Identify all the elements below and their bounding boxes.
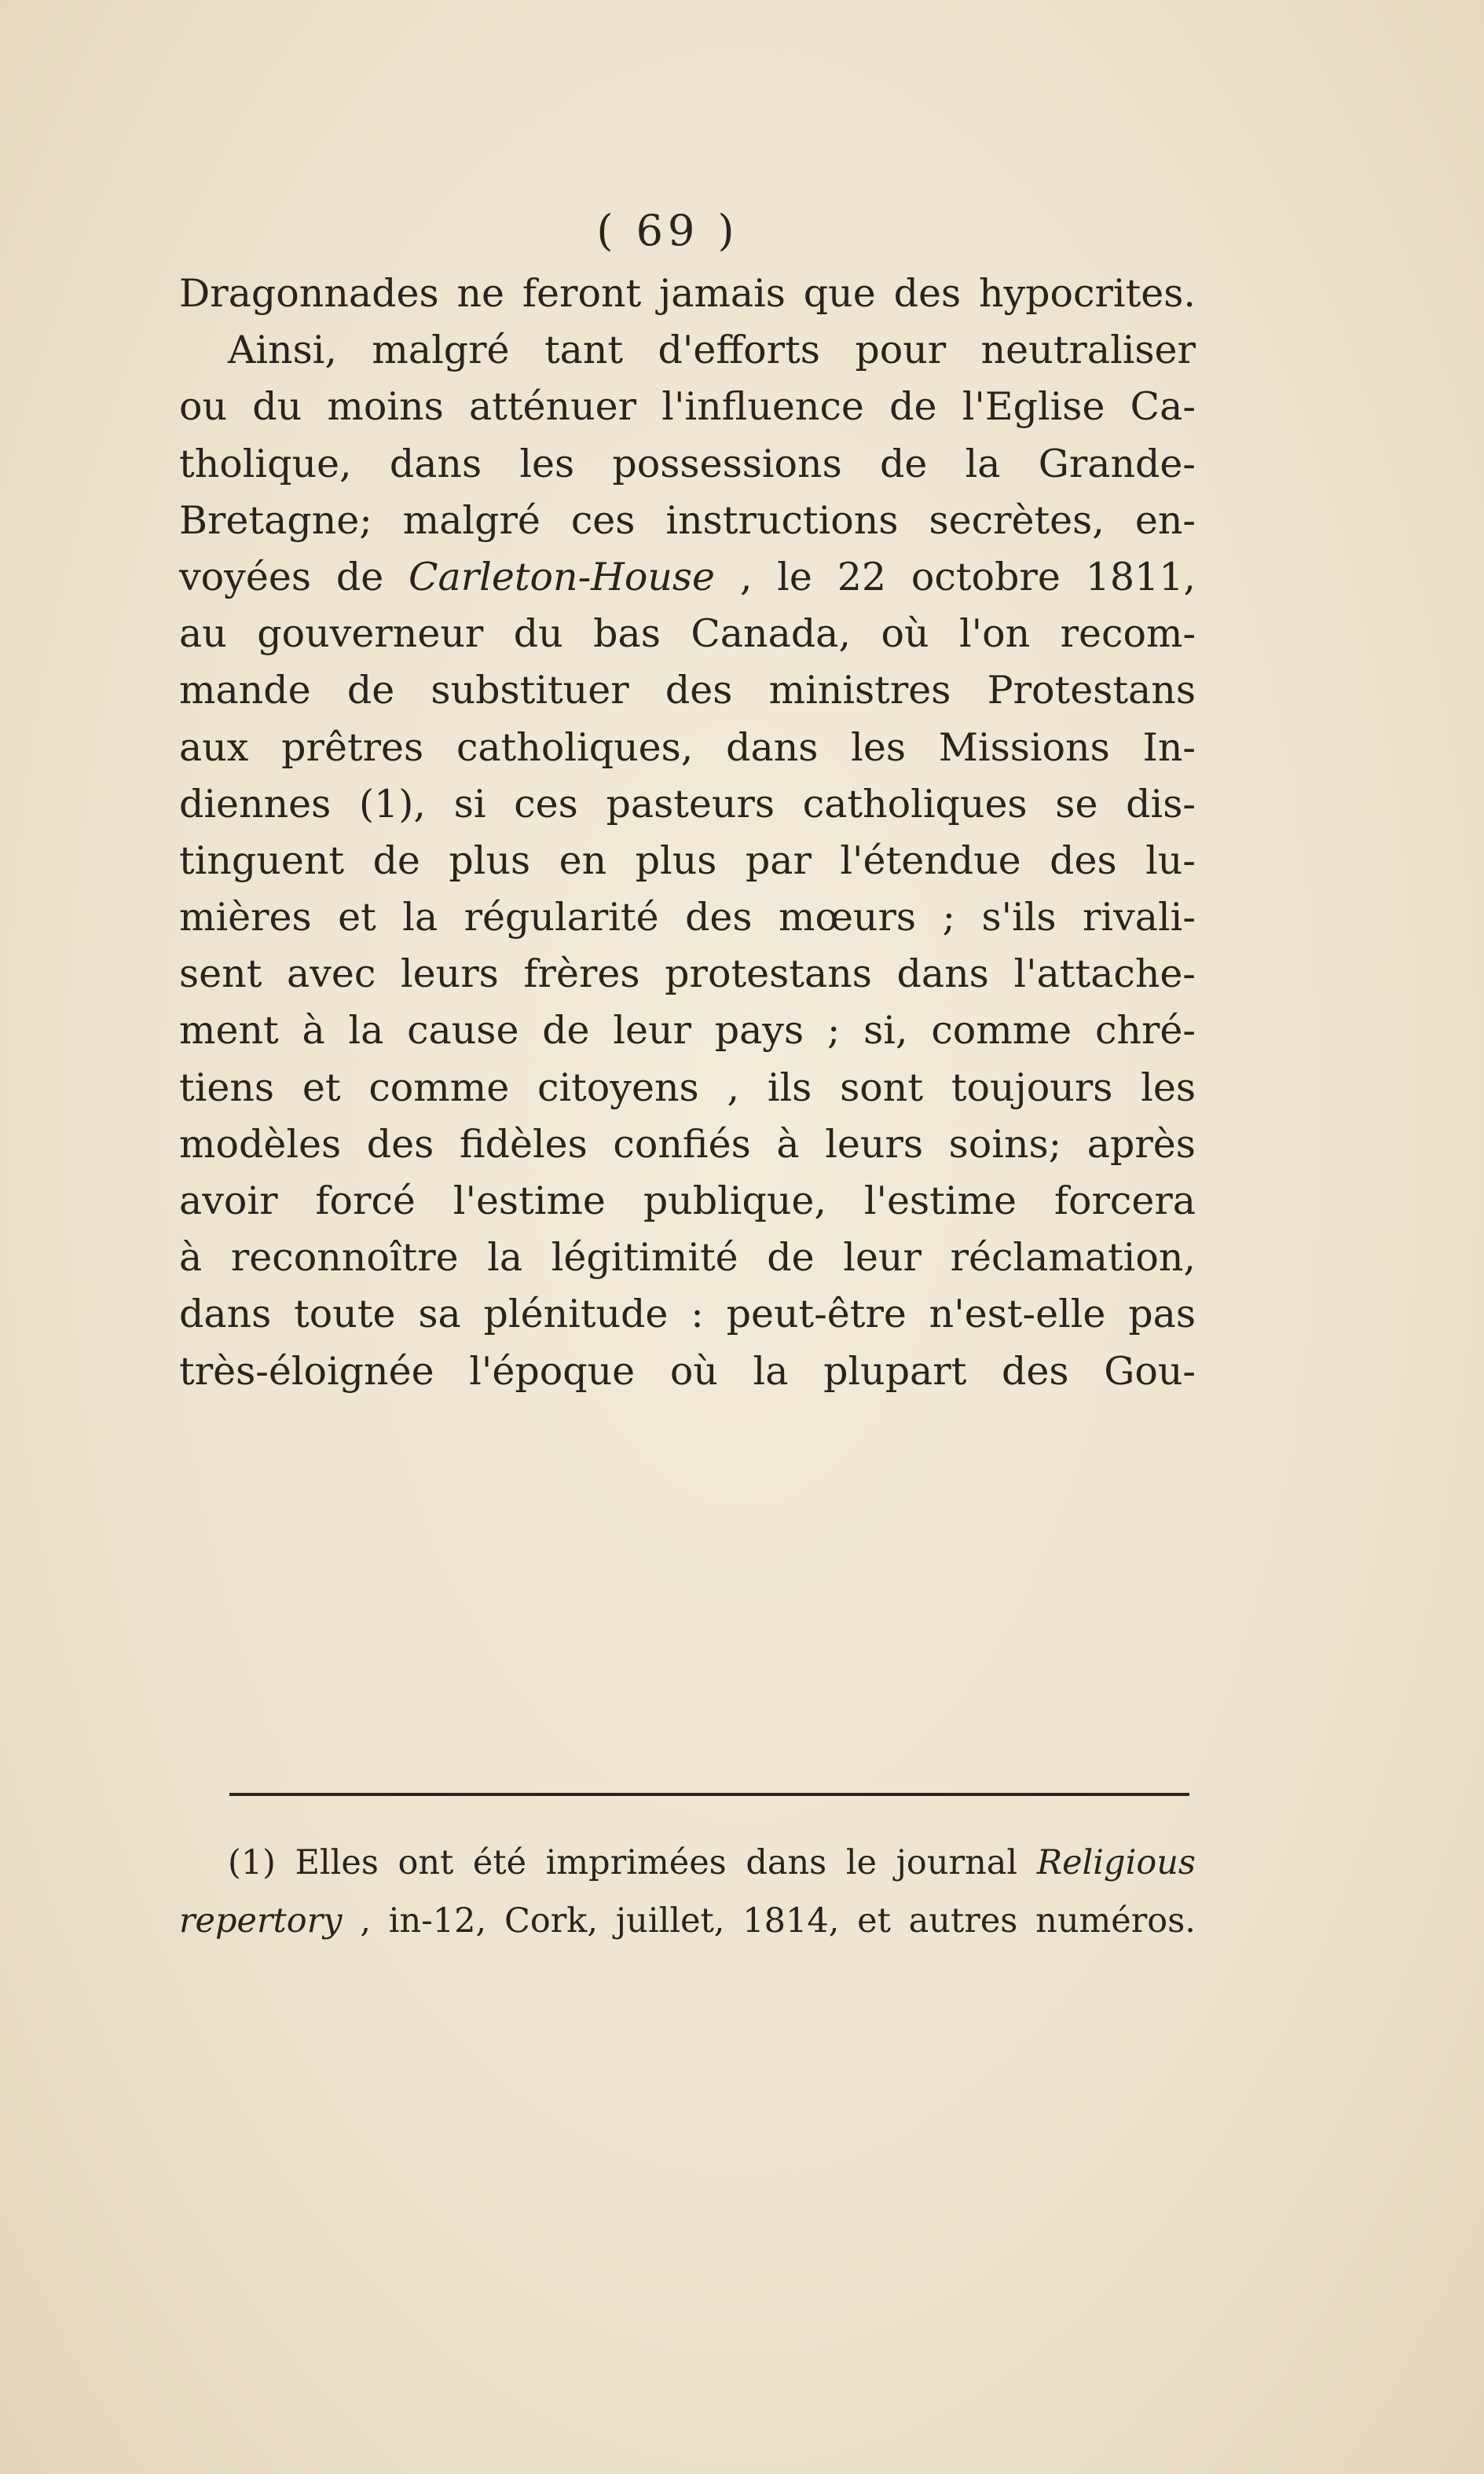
body-text-line: dans toute sa plénitude : peut-être n'est-elle pas (179, 1292, 1196, 1337)
footnote-line: repertory , in-12, Cork, juillet, 1814, et autres numéros. (179, 1901, 1196, 1941)
body-text-line: voyées de Carleton-House , le 22 octobre 1811, (179, 554, 1196, 599)
body-text-line: tinguent de plus en plus par l'étendue des lu- (179, 837, 1196, 883)
body-text-line: avoir forcé l'estime publique, l'estime forcera (179, 1178, 1196, 1223)
page-number: ( 69 ) (596, 206, 739, 255)
body-text-line: à reconnoître la légitimité de leur réclamation, (179, 1235, 1196, 1281)
body-text-line: tiens et comme citoyens , ils sont toujours les (179, 1065, 1196, 1110)
body-text-line: mières et la régularité des mœurs ; s'ils rivali- (179, 895, 1196, 940)
body-text-line: au gouverneur du bas Canada, où l'on recom- (179, 611, 1196, 657)
body-text-line: modèles des fidèles confiés à leurs soins; après (179, 1121, 1196, 1167)
body-text-line: aux prêtres catholiques, dans les Missions In- (179, 724, 1196, 770)
body-text-line: mande de substituer des ministres Protestans (179, 668, 1196, 713)
body-text-line: Bretagne; malgré ces instructions secrètes, en- (179, 497, 1196, 543)
body-text-line: Dragonnades ne feront jamais que des hypocrites. (179, 271, 1196, 316)
footnote-line: (1) Elles ont été imprimées dans le journal Religious (228, 1843, 1196, 1882)
body-text-line: ment à la cause de leur pays ; si, comme chré- (179, 1008, 1196, 1054)
footnote-rule (229, 1793, 1189, 1796)
body-text-line: sent avec leurs frères protestans dans l'attache- (179, 951, 1196, 997)
body-text-line: tholique, dans les possessions de la Grande- (179, 441, 1196, 486)
body-text-line: très-éloignée l'époque où la plupart des Gou- (179, 1348, 1196, 1394)
body-text-line: ou du moins atténuer l'influence de l'Eglise Ca- (179, 384, 1196, 430)
body-text-line: diennes (1), si ces pasteurs catholiques se dis- (179, 781, 1196, 826)
body-text (179, 266, 1196, 1400)
body-text-line: Ainsi, malgré tant d'efforts pour neutraliser (228, 328, 1196, 373)
footnote (179, 1834, 1196, 1950)
